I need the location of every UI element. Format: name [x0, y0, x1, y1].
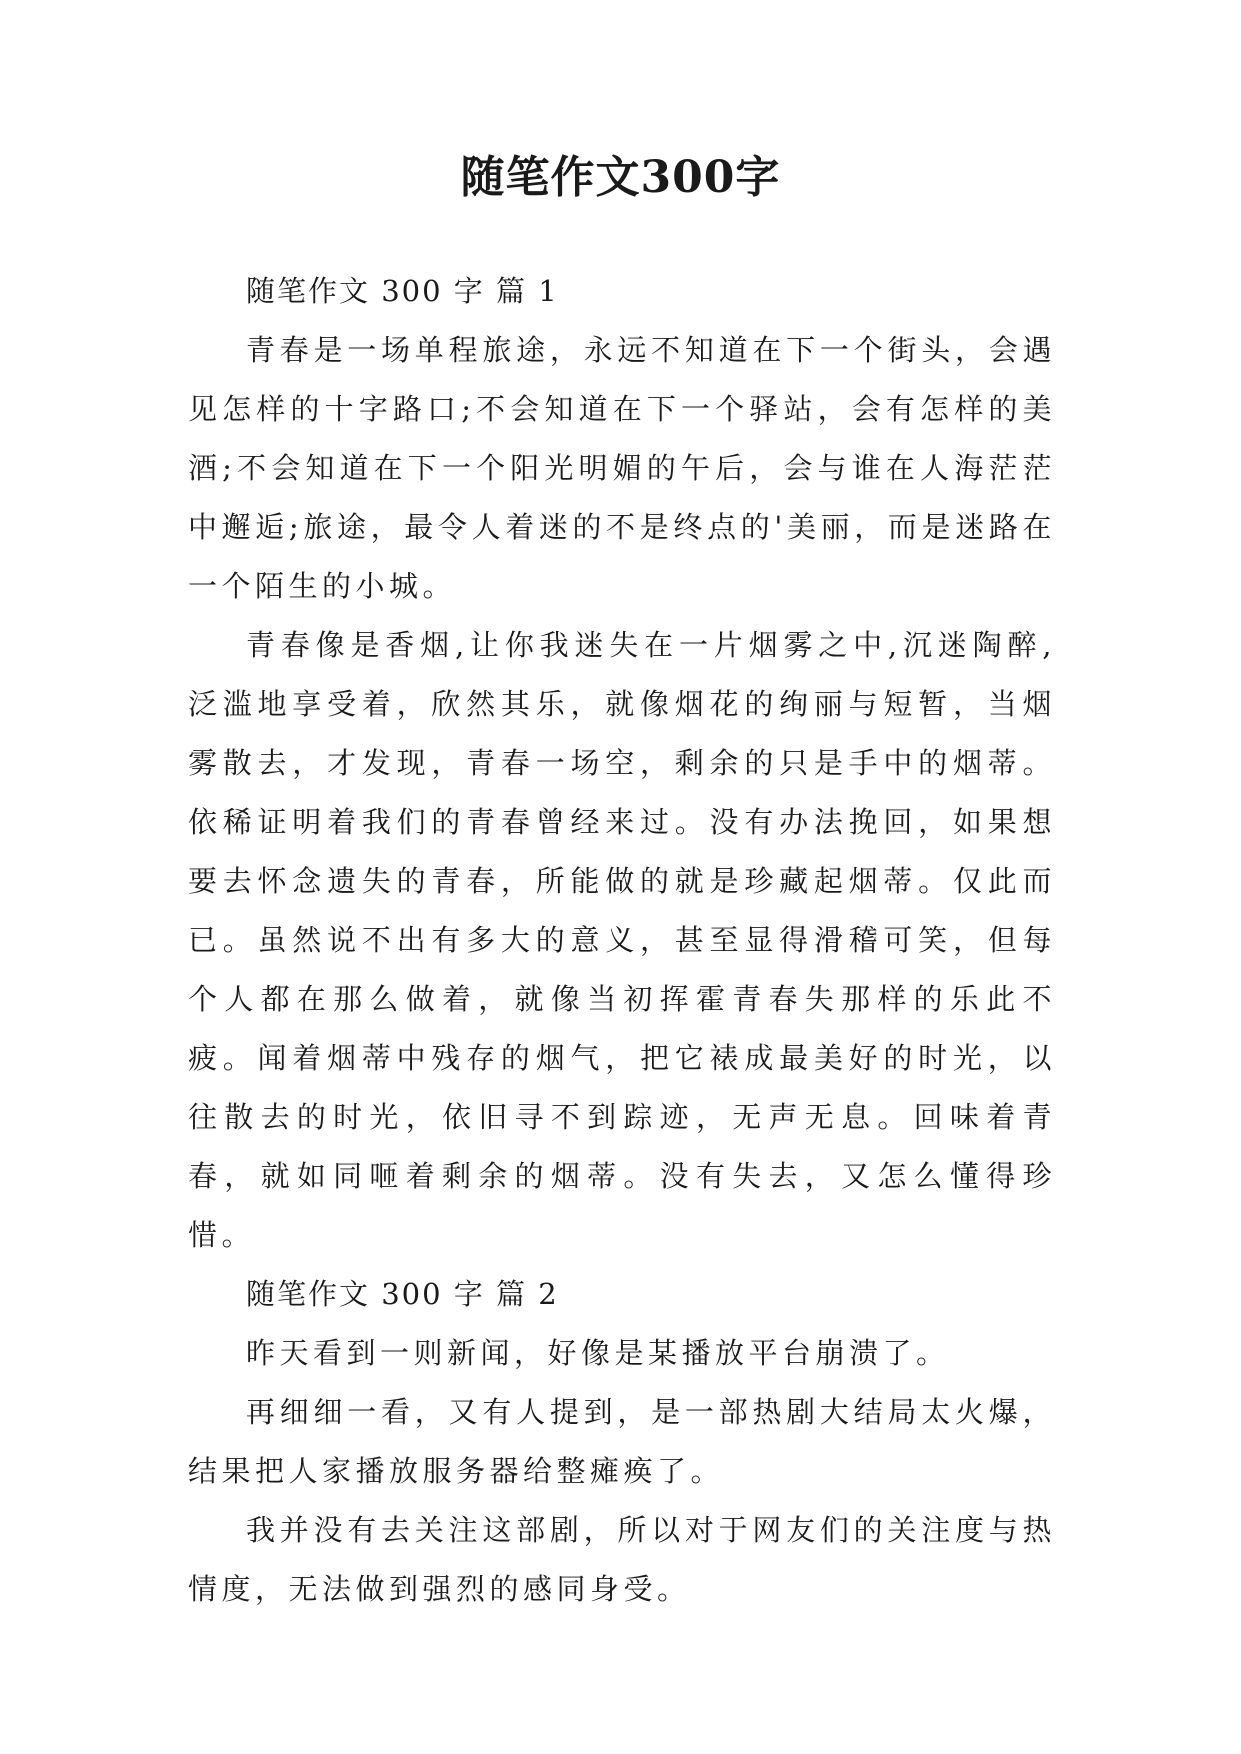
paragraph-2: 青春像是香烟,让你我迷失在一片烟雾之中,沉迷陶醉,泛滥地享受着，欣然其乐，就像烟花的绚丽与短暂，当烟雾散去，才发现，青春一场空，剩余的只是手中的烟蒂。依稀证明着我们的青春曾经来过。没有办法挽回，如果想要去怀念遗失的青春，所能做的就是珍藏起烟蒂。仅此而已。虽然说不出有多大的意义，甚至显得滑稽可笑，但每个人都在那么做着，就像当初挥霍青春失那样的乐此不疲。闻着烟蒂中残存的烟气，把它裱成最美好的时光，以往散去的时光，依旧寻不到踪迹，无声无息。回味着青春，就如同咂着剩余的烟蒂。没有失去，又怎么懂得珍惜。 — [188, 628, 1056, 1252]
paragraph-3: 昨天看到一则新闻，好像是某播放平台崩溃了。 — [246, 1336, 950, 1370]
paragraph-1: 青春是一场单程旅途，永远不知道在下一个街头，会遇见怎样的十字路口;不会知道在下一个驿站，会有怎样的美酒;不会知道在下一个阳光明媚的午后，会与谁在人海茫茫中邂逅;旅途，最令人着迷的不是终点的'美丽，而是迷路在一个陌生的小城。 — [188, 333, 1056, 603]
document-body — [188, 262, 1056, 1619]
section-heading-1: 随笔作文 300 字 篇 1 — [246, 274, 559, 308]
paragraph-4: 再细细一看，又有人提到，是一部热剧大结局太火爆，结果把人家播放服务器给整瘫痪了。 — [188, 1395, 1056, 1488]
document-title: 随笔作文300字 — [460, 152, 781, 203]
paragraph-5: 我并没有去关注这部剧，所以对于网友们的关注度与热情度，无法做到强烈的感同身受。 — [188, 1513, 1056, 1606]
section-heading-2: 随笔作文 300 字 篇 2 — [246, 1277, 559, 1311]
